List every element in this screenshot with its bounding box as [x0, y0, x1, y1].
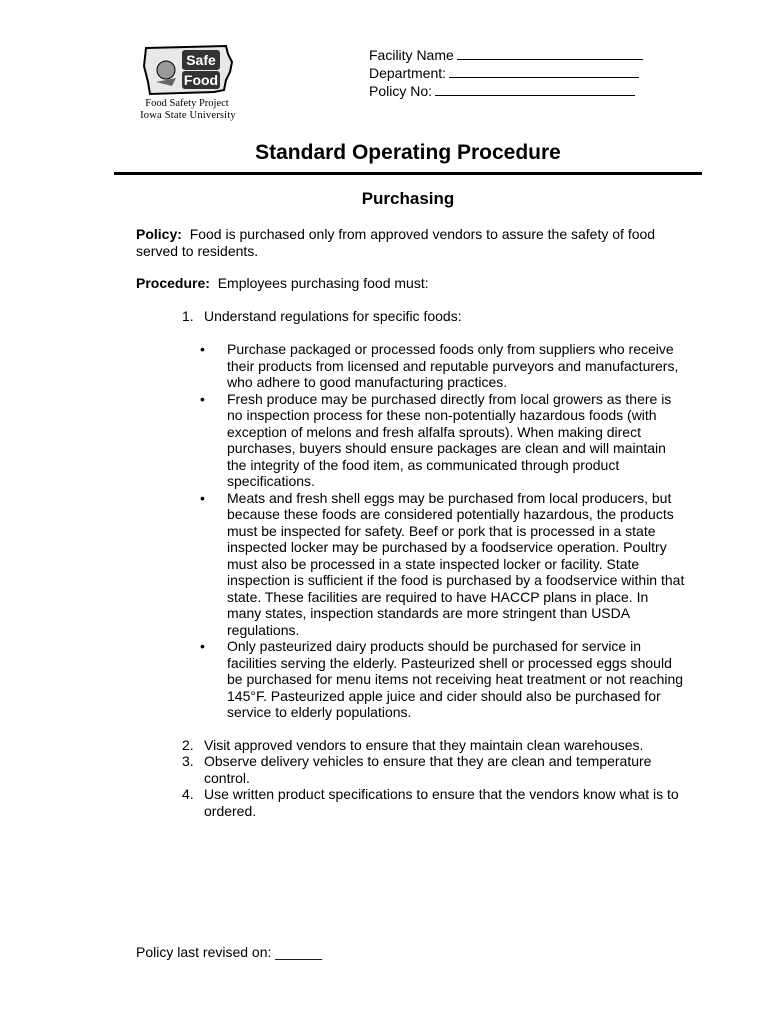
policy-revised-line: [136, 944, 322, 960]
step-text: Observe delivery vehicles to ensure that they are clean and temperature: [204, 753, 652, 769]
bullet-icon: •: [200, 638, 205, 654]
revised-date-field[interactable]: ______: [275, 944, 323, 960]
step-number: 4.: [182, 786, 194, 802]
step-text: Visit approved vendors to ensure that they maintain clean warehouses.: [204, 737, 644, 753]
list-item: • Purchase packaged or processed foods only from suppliers who receive their products from licensed and reputable purveyors and manufacturers, who adhere to good manufacturing practices.: [200, 341, 679, 390]
step-number: 2.: [182, 737, 194, 753]
facility-name-field[interactable]: [457, 47, 643, 60]
logo-university-name: Iowa State University: [140, 110, 236, 121]
page-title: Standard Operating Procedure: [255, 141, 561, 164]
procedure-text: Employees purchasing food must:: [217, 275, 429, 291]
bullet-icon: •: [200, 489, 205, 506]
department-field[interactable]: [449, 65, 639, 78]
step-text: Understand regulations for specific foods:: [204, 308, 462, 324]
facility-name-row: [369, 46, 643, 64]
step-number: 1.: [182, 308, 194, 324]
iowa-state-outline-icon: [142, 42, 236, 98]
procedure-label: Procedure:: [136, 275, 210, 291]
policy-no-row: [369, 82, 643, 100]
logo-badge-top: Safe: [186, 52, 216, 68]
logo-badge-bottom: Food: [183, 72, 219, 88]
policy-no-field[interactable]: [435, 83, 635, 96]
bullet-icon: •: [200, 390, 205, 407]
facility-name-label: Facility Name: [369, 47, 454, 63]
procedure-paragraph: [136, 275, 696, 292]
title-divider: [114, 172, 702, 175]
logo-project-name: Food Safety Project: [145, 98, 229, 109]
revised-label: Policy last revised on:: [136, 944, 272, 960]
department-label: Department:: [369, 65, 447, 81]
step-text: Use written product specifications to ensure that the vendors know what is to: [204, 786, 679, 802]
list-item: • Fresh produce may be purchased directly from local growers as there is no inspection process for these non-potentially hazardous foods (with exception of melons and fresh alfalfa sprouts). When making direct purchases, buyers should ensure packages are clean and will maintain the integrity of the food item, as communicated through product specifications.: [200, 390, 672, 489]
facility-info-block: [369, 46, 643, 100]
bullet-icon: •: [200, 341, 205, 357]
safe-food-logo: [132, 42, 244, 124]
policy-text: Food is purchased only from approved vendors to assure the safety of food served to residents.: [136, 226, 656, 259]
policy-no-label: Policy No:: [369, 83, 433, 99]
list-item: • Meats and fresh shell eggs may be purchased from local producers, but because these foods are considered potentially hazardous, the products must be inspected for safety. Beef or pork that is processed in a state inspected locker may be purchased by a foodservice operation. Poultry must also be processed in a state inspected locker or facility. State inspection is sufficient if the food is purchased by a foodservice within that state. These facilities are required to have HACCP plans in place. In many states, inspection standards are more stringent than USDA regulations.: [200, 489, 685, 638]
step-text: ordered.: [204, 802, 257, 819]
step-text: control.: [204, 769, 250, 786]
list-item: • Only pasteurized dairy products should be purchased for service in facilities serving the elderly. Pasteurized shell or processed eggs should be purchased for menu items not receiving heat treatment or not reaching 145°F. Pasteurized apple juice and cider should also be purchased for service to elderly populations.: [200, 638, 684, 720]
policy-label: Policy:: [136, 226, 182, 242]
department-row: [369, 64, 643, 82]
policy-paragraph: [136, 226, 696, 259]
page-subtitle: Purchasing: [361, 189, 455, 208]
step-number: 3.: [182, 753, 194, 769]
food-regulations-list: [200, 341, 690, 721]
